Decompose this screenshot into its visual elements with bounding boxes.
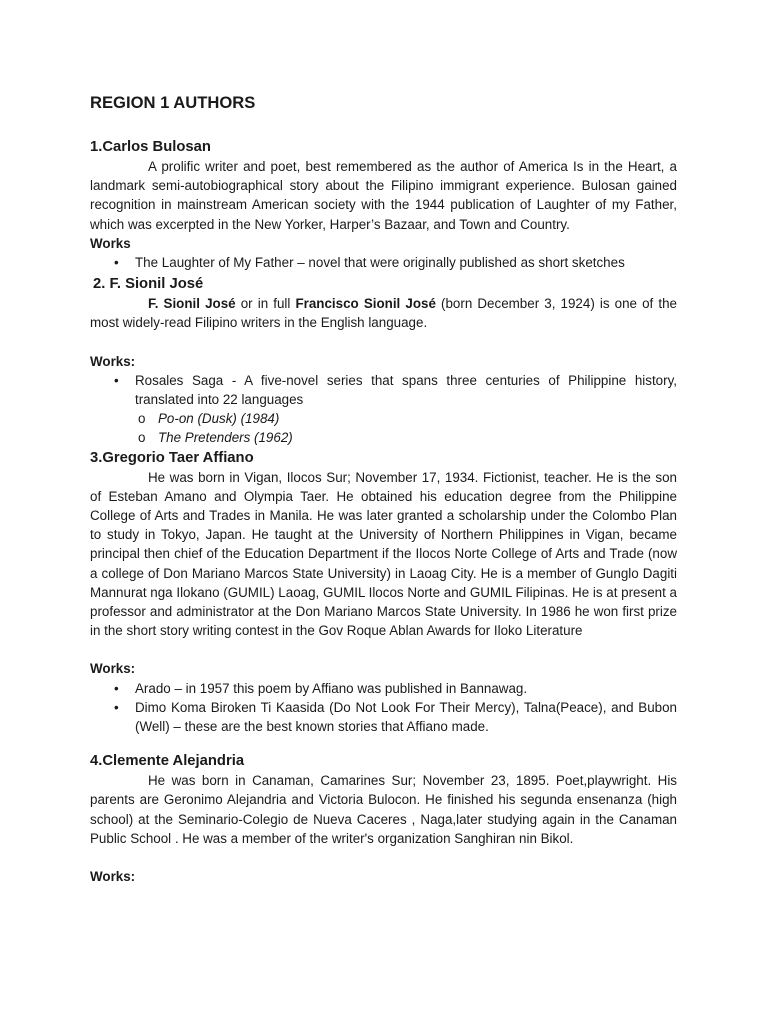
document-body [90, 92, 677, 886]
circle-bullet-icon: o [138, 411, 146, 427]
author-name-bold: F. Sionil José [148, 296, 236, 312]
works-list-item [90, 679, 677, 698]
subwork-text: The Pretenders (1962) [158, 430, 293, 446]
author-bio: A prolific writer and poet, best remembered as the author of America Is in the Heart, a landmark semi-autobiographical story about the Filipino immigrant experience. Bulosan gained recognition in mainstream American society with the 1944 publication of Laughter of my Father, which was excerpted in the New Yorker, Harper’s Bazaar, and Town and Country. [90, 159, 677, 232]
subwork-text: Po-on (Dusk) (1984) [158, 411, 280, 427]
work-text: Rosales Saga - A five-novel series that spans three centuries of Philippine history, translated into 22 languages [135, 372, 677, 408]
author-fullname-bold: Francisco Sionil José [295, 296, 436, 312]
spacer [90, 333, 677, 352]
works-label: Works: [90, 353, 136, 369]
works-list-item [90, 371, 677, 409]
bullet-icon: • [114, 680, 119, 696]
circle-bullet-icon: o [138, 430, 146, 446]
author-heading: 1.Carlos Bulosan [90, 139, 211, 155]
bio-text: or in full [235, 296, 296, 312]
author-heading: 2. F. Sionil José [93, 276, 204, 293]
work-text: Arado – in 1957 this poem by Affiano was published in Bannawag. [135, 680, 528, 696]
author-heading: 3.Gregorio Taer Affiano [90, 449, 254, 466]
author-section-gregorio-taer-affiano [90, 448, 677, 737]
works-label: Works: [90, 869, 136, 885]
bullet-icon: • [114, 255, 119, 271]
author-section-f-sionil-jose [90, 274, 677, 447]
subworks-list-item [90, 428, 677, 447]
author-bio [90, 294, 677, 332]
author-bio: He was born in Vigan, Ilocos Sur; November 17, 1934. Fictionist, teacher. He is the son of Esteban Amano and Olympia Taer. He obtained his education degree from the Philippine College of Arts and Trades in Manila. He was later granted a scholarship under the Colombo Plan to study in Tokyo, Japan. He taught at the University of Northern Philippines in Vigan, became principal then chief of the Education Department if the Ilocos Norte College of Arts and Trade (now a college of Don Mariano Marcos State University) in Laoag City. He is a member of Gunglo Dagiti Mannurat nga Ilokano (GUMIL) Laoag, GUMIL Ilocos Norte and GUMIL Filipinas. He is at present a professor and administrator at the Don Mariano Marcos State University. In 1986 he won first prize in the short story writing contest in the Gov Roque Ablan Awards for Iloko Literature [90, 469, 677, 639]
works-list-item [90, 698, 677, 736]
subworks-list [90, 409, 677, 447]
works-list [90, 253, 677, 272]
subworks-list-item [90, 409, 677, 428]
author-heading: 4.Clemente Alejandria [90, 753, 245, 770]
bullet-icon: • [114, 699, 119, 715]
spacer [90, 848, 677, 867]
works-list [90, 679, 677, 737]
bio-text: (born December 3, 1924) is one of the most widely-read Filipino writers in the English language. [90, 296, 677, 331]
work-text: The Laughter of My Father – novel that were originally published as short sketches [135, 255, 625, 271]
spacer [90, 640, 677, 659]
author-section-carlos-bulosan [90, 137, 677, 272]
author-bio: He was born in Canaman, Camarines Sur; November 23, 1895. Poet,playwright. His parents are Geronimo Alejandria and Victoria Bulocon. He finished his segunda ensenanza (high school) at the Seminario-Colegio de Nueva Caceres , Naga,later studying again in the Canaman Public School . He was a member of the writer's organization Sanghiran nin Bikol. [90, 773, 677, 846]
works-label: Works: [90, 661, 136, 677]
work-text: Dimo Koma Biroken Ti Kaasida (Do Not Look For Their Mercy), Talna(Peace), and Bubon (Well) – these are the best known stories that Affiano made. [135, 699, 677, 735]
works-label: Works [90, 235, 131, 251]
works-list-item [90, 253, 677, 272]
author-section-clemente-alejandria [90, 751, 677, 886]
document-title: REGION 1 AUTHORS [90, 93, 256, 112]
works-list [90, 371, 677, 409]
bullet-icon: • [114, 372, 119, 388]
